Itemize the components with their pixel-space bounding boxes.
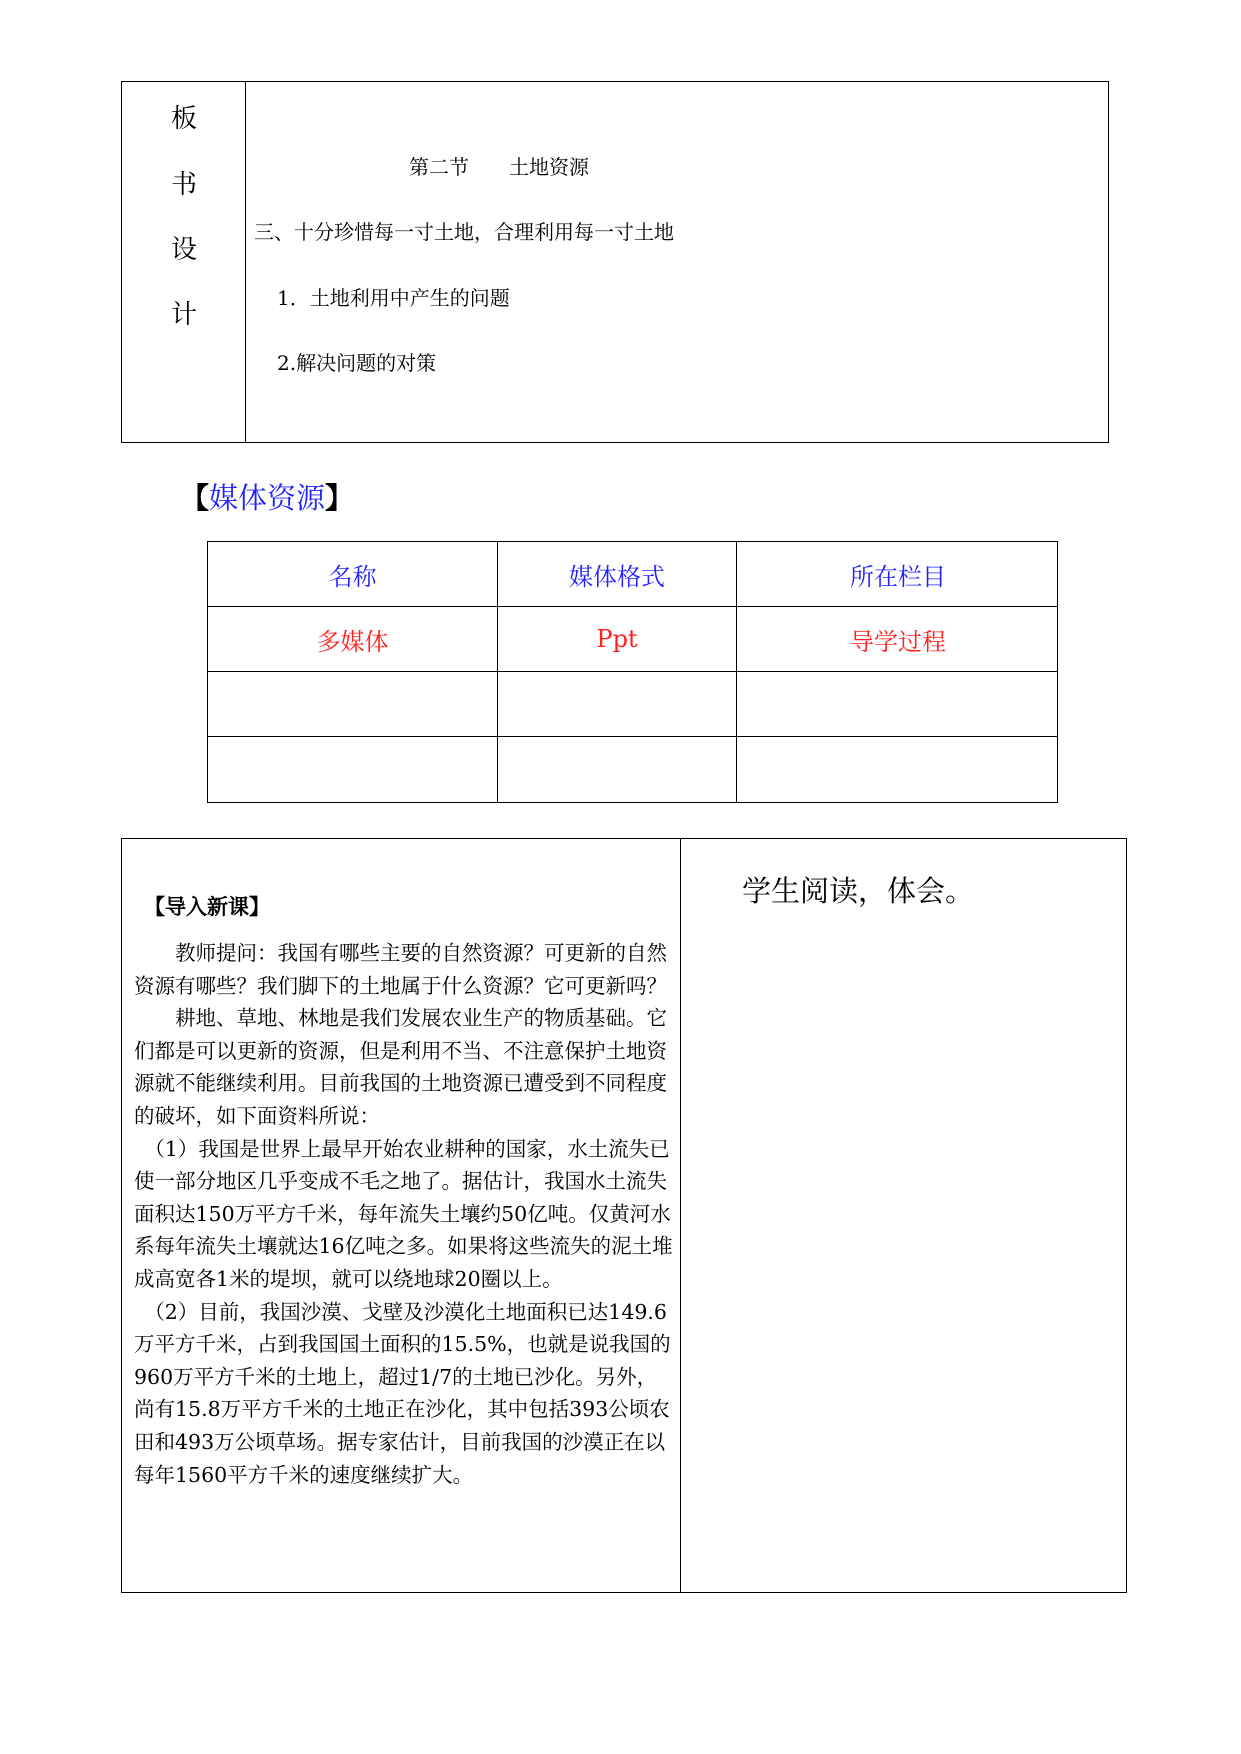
board-label-char: 计	[170, 300, 197, 330]
board-label-char: 书	[170, 170, 197, 200]
table-cell	[208, 672, 498, 736]
board-item-1: 1．土地利用中产生的问题	[277, 286, 510, 310]
board-title: 第二节 土地资源	[409, 155, 589, 179]
column-header-format: 媒体格式	[498, 542, 737, 606]
bracket-close: 】	[325, 481, 355, 515]
table-cell: 多媒体	[208, 607, 498, 671]
lesson-table	[121, 838, 1127, 1593]
lesson-paragraph: （2）目前，我国沙漠、戈壁及沙漠化土地面积已达149.6万平方千米，占到我国国土面积的15.5%，也就是说我国的960万平方千米的土地上，超过1/7的土地已沙化。另外，尚有15.8万平方千米的土地正在沙化，其中包括393公顷农田和493万公顷草场。据专家估计，目前我国的沙漠正在以每年1560平方千米的速度继续扩大。	[134, 1299, 671, 1487]
lesson-section-title: 【导入新课】	[144, 895, 270, 919]
board-label-column	[122, 82, 246, 442]
table-row	[208, 672, 1057, 737]
lesson-paragraph: 教师提问：我国有哪些主要的自然资源？可更新的自然资源有哪些？我们脚下的土地属于什么资源？它可更新吗？	[134, 941, 667, 998]
table-cell	[737, 672, 1059, 736]
media-table	[207, 541, 1058, 803]
media-table-header	[208, 542, 1057, 607]
board-design-table	[121, 81, 1109, 443]
table-cell	[208, 737, 498, 802]
media-heading	[180, 476, 354, 517]
table-cell	[737, 737, 1059, 802]
student-activity-note: 学生阅读，体会。	[742, 874, 975, 908]
column-header-name: 名称	[208, 542, 498, 606]
table-cell: Ppt	[498, 607, 737, 671]
table-cell	[498, 737, 737, 802]
column-header-section: 所在栏目	[850, 562, 946, 591]
lesson-body	[134, 937, 674, 1491]
table-cell: 导学过程	[850, 627, 946, 656]
column-divider	[680, 839, 681, 1592]
board-label-char: 设	[170, 235, 197, 265]
table-row	[208, 737, 1057, 802]
board-heading: 三、十分珍惜每一寸土地，合理利用每一寸土地	[254, 220, 674, 244]
board-item-2: 2.解决问题的对策	[277, 351, 437, 375]
lesson-paragraph: 耕地、草地、林地是我们发展农业生产的物质基础。它们都是可以更新的资源，但是利用不当、不注意保护土地资源就不能继续利用。目前我国的土地资源已遭受到不同程度的破坏，如下面资料所说：	[134, 1006, 667, 1128]
media-heading-text: 媒体资源	[209, 481, 326, 515]
board-label-char: 板	[170, 104, 197, 134]
lesson-paragraph: （1）我国是世界上最早开始农业耕种的国家，水土流失已使一部分地区几乎变成不毛之地了。据估计，我国水土流失面积达150万平方千米，每年流失土壤约50亿吨。仅黄河水系每年流失土壤就达16亿吨之多。如果将这些流失的泥土堆成高宽各1米的堤坝，就可以绕地球20圈以上。	[134, 1136, 673, 1291]
table-row	[208, 607, 1057, 672]
bracket-open: 【	[180, 481, 210, 515]
table-cell	[498, 672, 737, 736]
